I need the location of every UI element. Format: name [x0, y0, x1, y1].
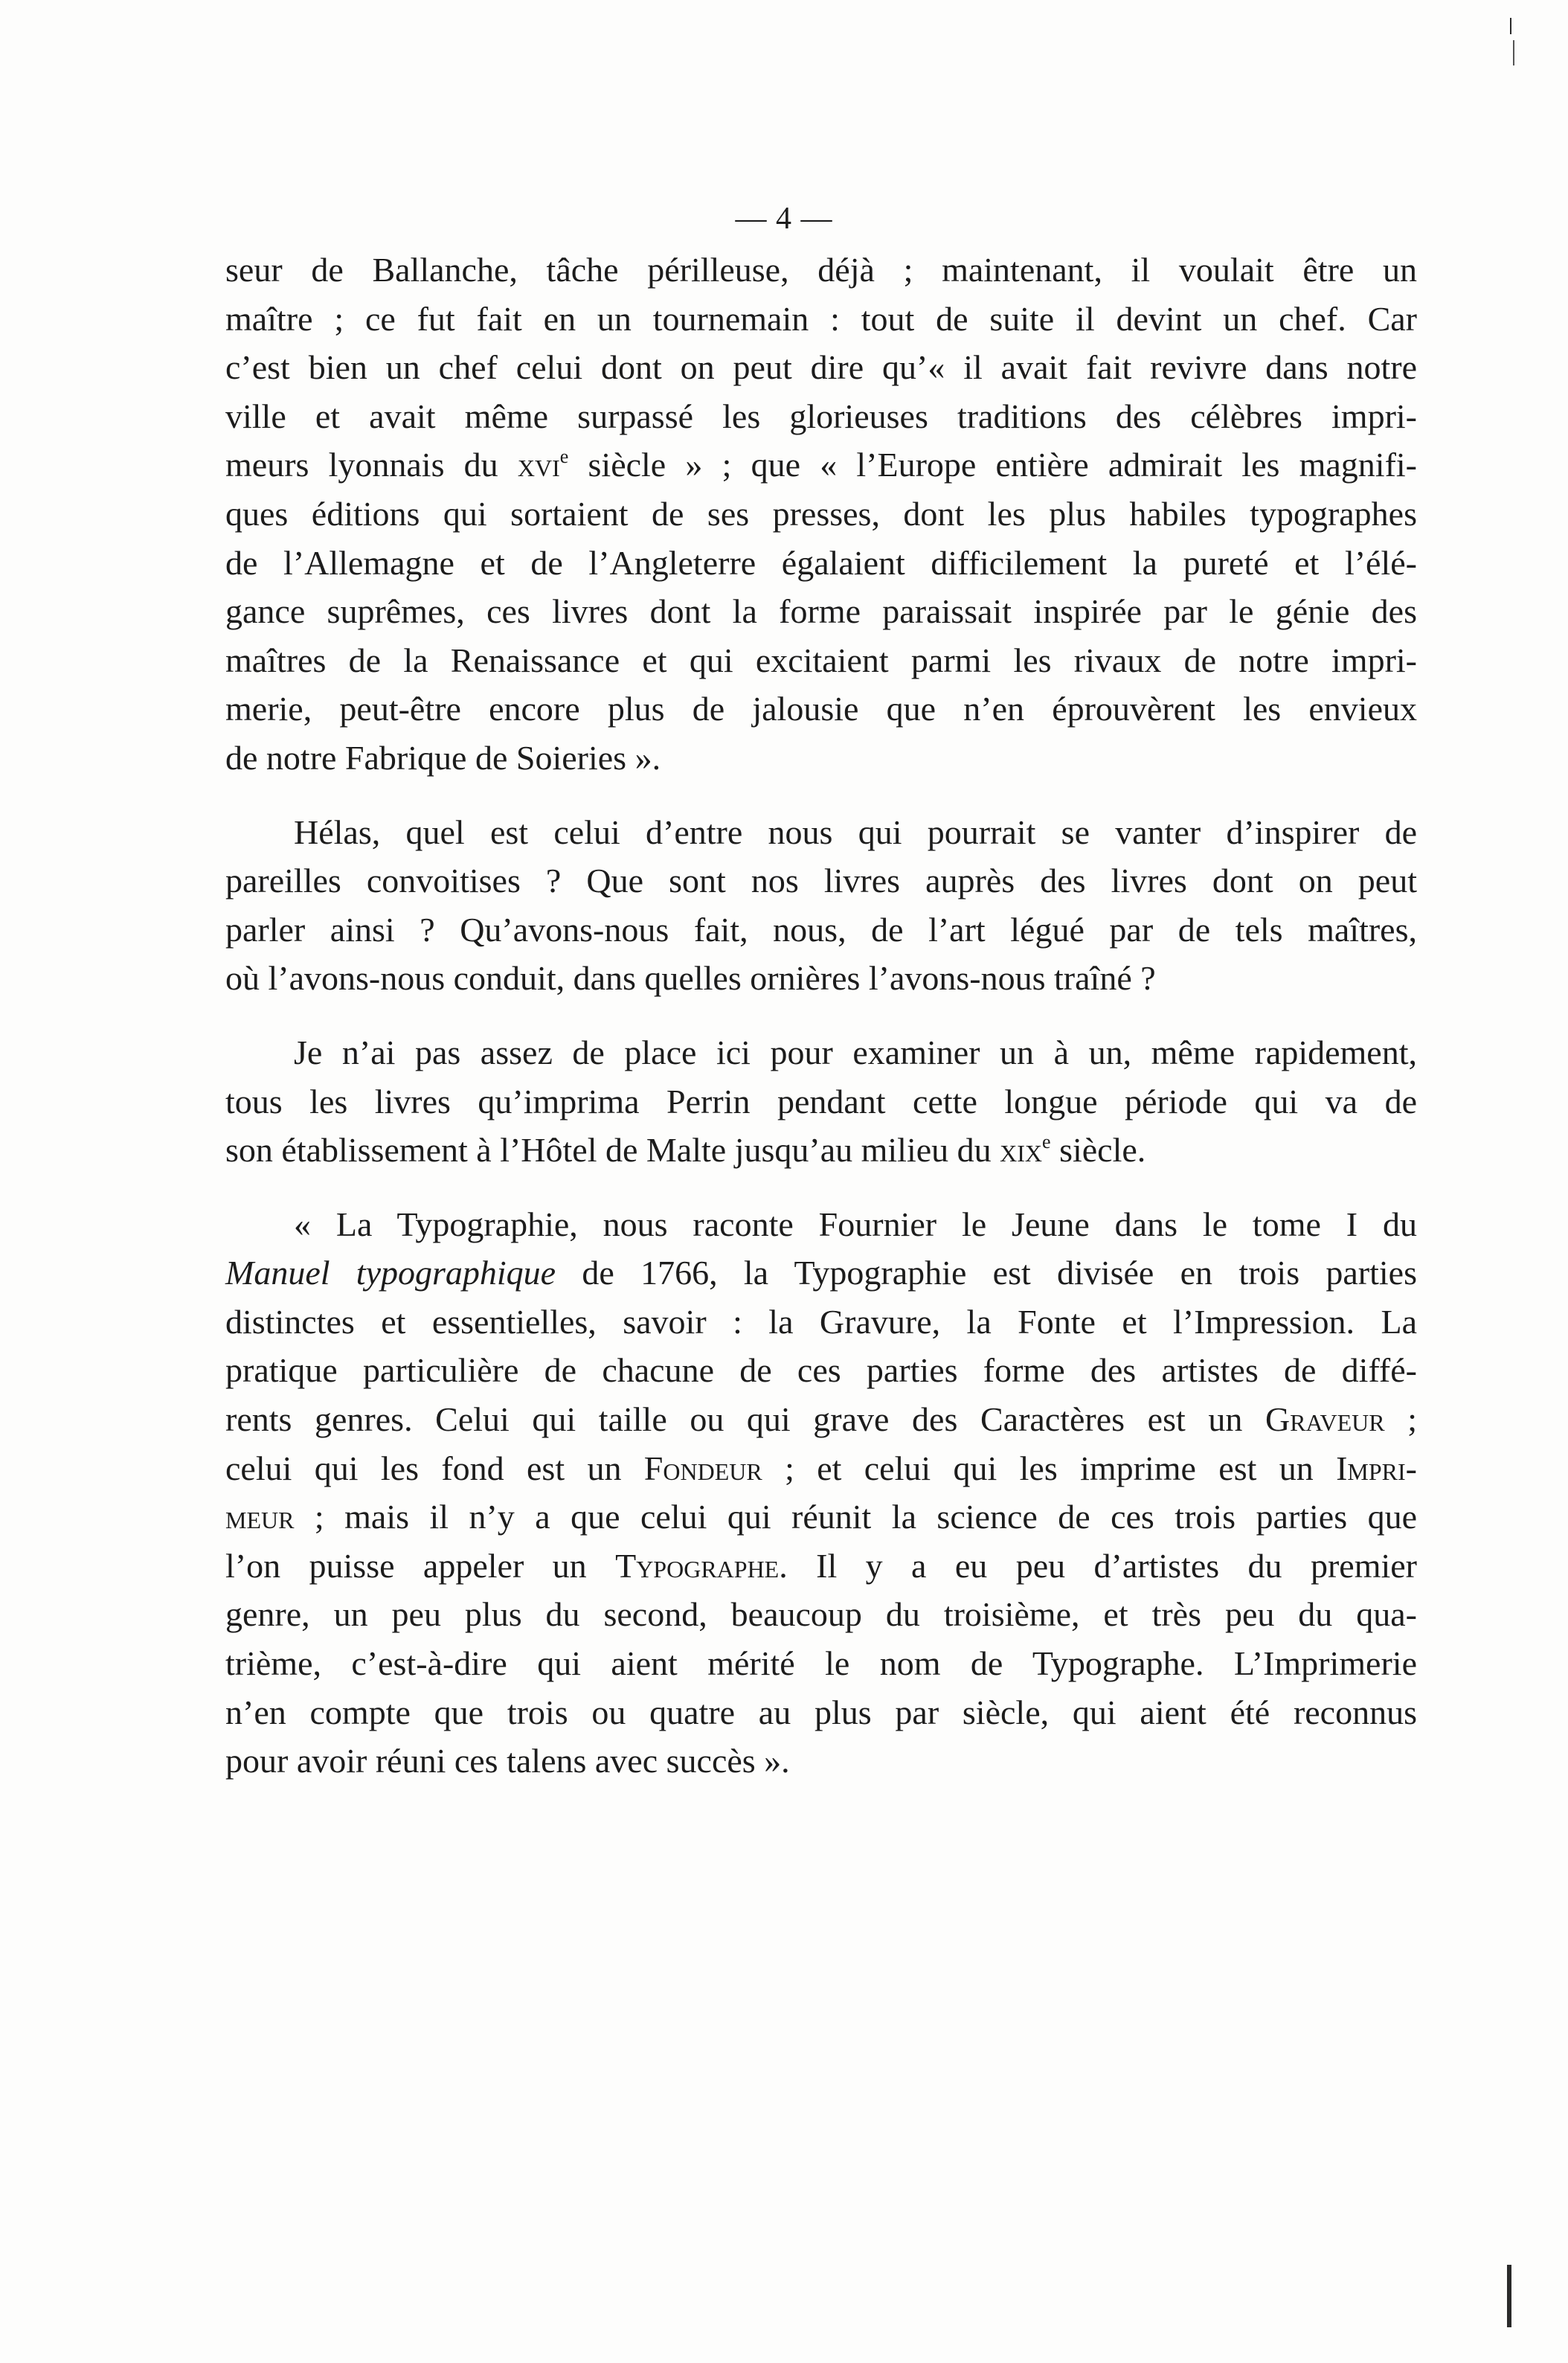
text-line: genre, un peu plus du second, beaucoup du troisième, et très peu du qua-: [225, 1595, 1417, 1634]
text-line: son établissement à l’Hôtel de Malte jusqu’au milieu du xix$^e$ siècle.: [225, 1131, 1146, 1170]
paragraph-1: [225, 246, 1417, 783]
text-line: pareilles convoitises ? Que sont nos livres auprès des livres dont on peut: [225, 862, 1417, 900]
text-line: seur de Ballanche, tâche périlleuse, déjà ; maintenant, il voulait être un: [225, 251, 1417, 289]
text-line: n’en compte que trois ou quatre au plus par siècle, qui aient été reconnus: [225, 1693, 1417, 1731]
scan-mark-top-2: [1513, 40, 1514, 65]
text-line: ques éditions qui sortaient de ses presses, dont les plus habiles typographes: [225, 494, 1417, 533]
page-number: — 4 —: [735, 202, 833, 236]
text-line: ville et avait même surpassé les glorieuses traditions des célèbres impri-: [225, 397, 1417, 435]
body-text: [225, 246, 1417, 1811]
text-line: de l’Allemagne et de l’Angleterre égalaient difficilement la pureté et l’élé-: [225, 543, 1417, 582]
text-line: distinctes et essentielles, savoir : la Gravure, la Fonte et l’Impression. La: [225, 1302, 1417, 1341]
text-line: maîtres de la Renaissance et qui excitaient parmi les rivaux de notre impri-: [225, 641, 1417, 679]
text-line: Manuel typographique de 1766, la Typographie est divisée en trois parties: [225, 1254, 1418, 1292]
paragraph-3: [225, 1028, 1417, 1175]
text-line: de notre Fabrique de Soieries ».: [225, 738, 661, 777]
text-line: trième, c’est-à-dire qui aient mérité le nom de Typographe. L’Imprimerie: [225, 1644, 1417, 1683]
text-line: pour avoir réuni ces talens avec succès ».: [225, 1742, 790, 1780]
text-line: rents genres. Celui qui taille ou qui grave des Caractères est un Graveur ;: [225, 1400, 1418, 1439]
text-line: merie, peut-être encore plus de jalousie que n’en éprouvèrent les envieux: [225, 690, 1417, 728]
text-line: parler ainsi ? Qu’avons-nous fait, nous, de l’art légué par de tels maîtres,: [225, 910, 1417, 949]
paragraph-4: [225, 1200, 1417, 1786]
text-line: où l’avons-nous conduit, dans quelles ornières l’avons-nous traîné ?: [225, 959, 1156, 998]
text-line: celui qui les fond est un Fondeur ; et celui qui les imprime est un Impri-: [225, 1449, 1417, 1487]
text-line: pratique particulière de chacune de ces parties forme des artistes de diffé-: [225, 1351, 1417, 1390]
text-line: tous les livres qu’imprima Perrin pendant cette longue période qui va de: [225, 1082, 1417, 1120]
paragraph-2: [225, 808, 1417, 1003]
text-line: l’on puisse appeler un Typographe. Il y a eu peu d’artistes du premier: [225, 1546, 1418, 1585]
text-line: Hélas, quel est celui d’entre nous qui pourrait se vanter d’inspirer de: [294, 812, 1417, 851]
scan-mark-top: [1510, 18, 1511, 34]
text-line: meurs lyonnais du xvi$^e$ siècle » ; que « l’Europe entière admirait les magnifi-: [225, 446, 1417, 484]
text-line: « La Typographie, nous raconte Fournier le Jeune dans le tome I du: [294, 1205, 1417, 1243]
text-line: maître ; ce fut fait en un tournemain : tout de suite il devint un chef. Car: [225, 299, 1417, 338]
text-line: c’est bien un chef celui dont on peut dire qu’« il avait fait revivre dans notre: [225, 348, 1417, 387]
text-line: Je n’ai pas assez de place ici pour examiner un à un, même rapidement,: [294, 1033, 1417, 1071]
text-line: gance suprêmes, ces livres dont la forme paraissait inspirée par le génie des: [225, 592, 1417, 631]
text-line: meur ; mais il n’y a que celui qui réunit la science de ces trois parties que: [225, 1498, 1417, 1536]
scan-mark-bottom: [1507, 2265, 1511, 2327]
